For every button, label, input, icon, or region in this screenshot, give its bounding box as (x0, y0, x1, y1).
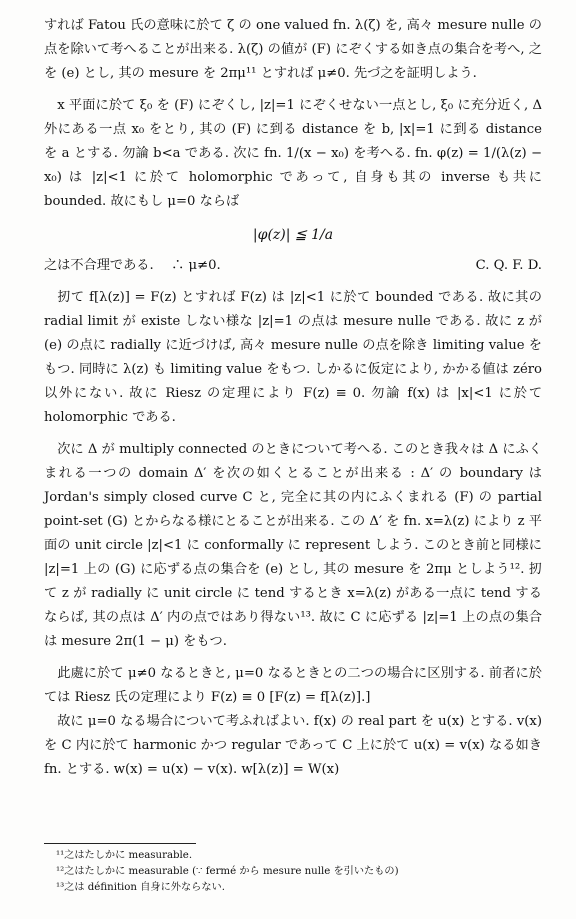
paragraph-riesz-simply-connected: 扨て f[λ(z)] = F(z) とすれば F(z) は |z|<1 に於て bounded である. 故に其の radial limit が existe しない様な |z|=1 の点は mesure nulle である. 故に z が (e) の点に radially に近づけば, 高々 mesure nulle の点を除き limiting value をもつ. 同時に λ(z) も limiting value をもつ. しかるに仮定により, かかる値は zéro 以外にない. 故に Riesz の定理により F(z) ≡ 0. 勿論 f(x) は |x|<1 に於て holomorphic である. (44, 290, 542, 425)
footnote-12: ¹²之はたしかに measurable (∵ fermé から mesure nulle を引いたもの) (56, 866, 399, 877)
paragraph-fatou-definition: すれば Fatou 氏の意味に於て ζ の one valued fn. λ(ζ) を, 高々 mesure nulle の点を除いて考へることが出来る. λ(ζ) の値が (F) にぞくする如き点の集合を考へ, 之を (e) とし, 其の mesure を 2πμ¹¹ とすれば μ≠0. 先づ之を証明しよう. (44, 18, 542, 81)
footnotes (44, 843, 542, 896)
footnote-13: ¹³之は définition 自身に外ならない. (56, 882, 225, 893)
paragraph-multiply-connected: 次に Δ が multiply connected のときについて考へる. このとき我々は Δ にふくまれる一つの domain Δ′ を次の如くとることが出来る : Δ′ の boundary は Jordan's simply closed curve C と, 完全に其の内にふくまれる (F) の partial point-set (G) とからなる様にとることが出来る. この Δ′ を fn. x=λ(z) により z 平面の unit circle |z|<1 に conformally に represent しよう. このとき前と同様に |z|=1 上の (G) に応ずる点の集合を (e) とし, 其の mesure を 2πμ としよう¹². 扨て z が radially に unit circle に tend するとき x=λ(z) がある一点に tend するならば, 其の点は Δ′ 内の点ではあり得ない¹³. 故に C に応ずる |z|=1 上の点の集合は mesure 2π(1 − μ) をもつ. (44, 442, 542, 649)
proof-conclusion-line (44, 254, 542, 278)
qed-mark: C. Q. F. D. (475, 258, 542, 273)
display-inequality: |φ(z)| ≦ 1/a (252, 227, 334, 243)
paragraph-case-distinction: 此處に於て μ≠0 なるときと, μ=0 なるときとの二つの場合に区別する. 前者に於ては Riesz 氏の定理により F(z) ≡ 0 [F(z) = f[λ(z)].] (44, 666, 542, 705)
footnote-rule (44, 843, 196, 844)
paragraph-mu-zero-case: 故に μ=0 なる場合について考ふればよい. f(x) の real part を u(x) とする. v(x) を C 内に於て harmonic かつ regular であって C 上に於て u(x) = v(x) なる如き fn. とする. w(x) = u(x) − v(x). w[λ(z)] = W(x) (44, 714, 542, 777)
proof-conclusion: 之は不合理である. ∴ μ≠0. (44, 258, 221, 273)
paragraph-proof-setup: x 平面に於て ξ₀ を (F) にぞくし, |z|=1 にぞくせない一点とし, ξ₀ に充分近く, Δ 外にある一点 x₀ をとり, 其の (F) に到る distance を b, |x|=1 に到る distance を a とする. 勿論 b<a である. 次に fn. 1/(x − x₀) を考へる. fn. φ(z) = 1/(λ(z) − x₀) は |z|<1 に於て holomorphic であって, 自身も其の inverse も共に bounded. 故にもし μ=0 ならば (44, 98, 542, 209)
footnote-11: ¹¹之はたしかに measurable. (56, 850, 193, 861)
